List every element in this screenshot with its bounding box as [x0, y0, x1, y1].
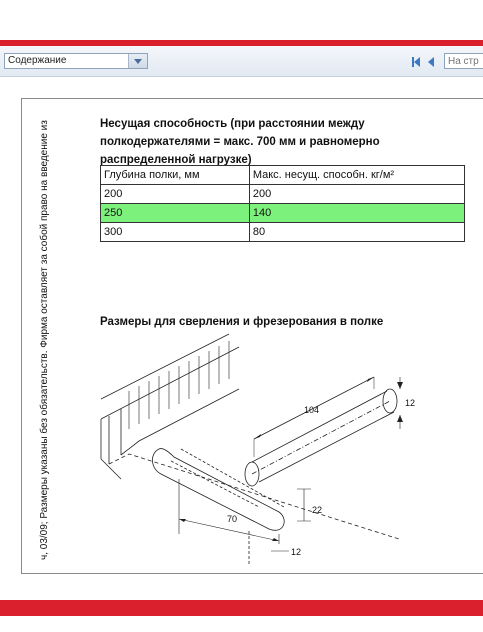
dimension-22: 22 [312, 505, 323, 515]
dimension-12-bottom: 12 [291, 547, 302, 557]
table-row [101, 185, 465, 204]
table-header-row [101, 166, 465, 185]
viewer-toolbar [0, 46, 483, 77]
load-capacity-table [100, 165, 465, 242]
chevron-down-icon[interactable] [128, 54, 147, 68]
table-cell: 200 [249, 185, 464, 204]
drilling-drawing [99, 329, 483, 569]
page-number-input[interactable] [444, 53, 483, 69]
table-header-cell: Макс. несущ. способн. кг/м² [249, 166, 464, 185]
document-page [21, 98, 483, 574]
dimension-70: 70 [227, 514, 238, 524]
toc-dropdown[interactable] [4, 53, 148, 69]
table-header-cell: Глубина полки, мм [101, 166, 250, 185]
table-cell: 200 [101, 185, 250, 204]
table-cell: 300 [101, 223, 250, 242]
vertical-side-note: ч, 03/09; Размеры указаны без обязательств. Фирма оставляет за собой право на введение из [39, 120, 50, 560]
table-row-highlighted [101, 204, 465, 223]
table-cell: 140 [249, 204, 464, 223]
bottom-red-band [0, 600, 483, 616]
table-cell: 80 [249, 223, 464, 242]
first-page-icon[interactable] [412, 56, 422, 68]
drilling-heading: Размеры для сверления и фрезерования в полке [100, 316, 384, 328]
load-capacity-heading: Несущая способность (при расстоянии между полкодержателями = макс. 700 мм и равномерно распределенной нагрузке) [100, 118, 380, 166]
table-row [101, 223, 465, 242]
table-cell: 250 [101, 204, 250, 223]
dimension-104: 104 [304, 405, 320, 415]
previous-page-icon[interactable] [428, 57, 434, 67]
toc-dropdown-value: Содержание [8, 55, 67, 66]
dimension-12-top: 12 [405, 398, 416, 408]
